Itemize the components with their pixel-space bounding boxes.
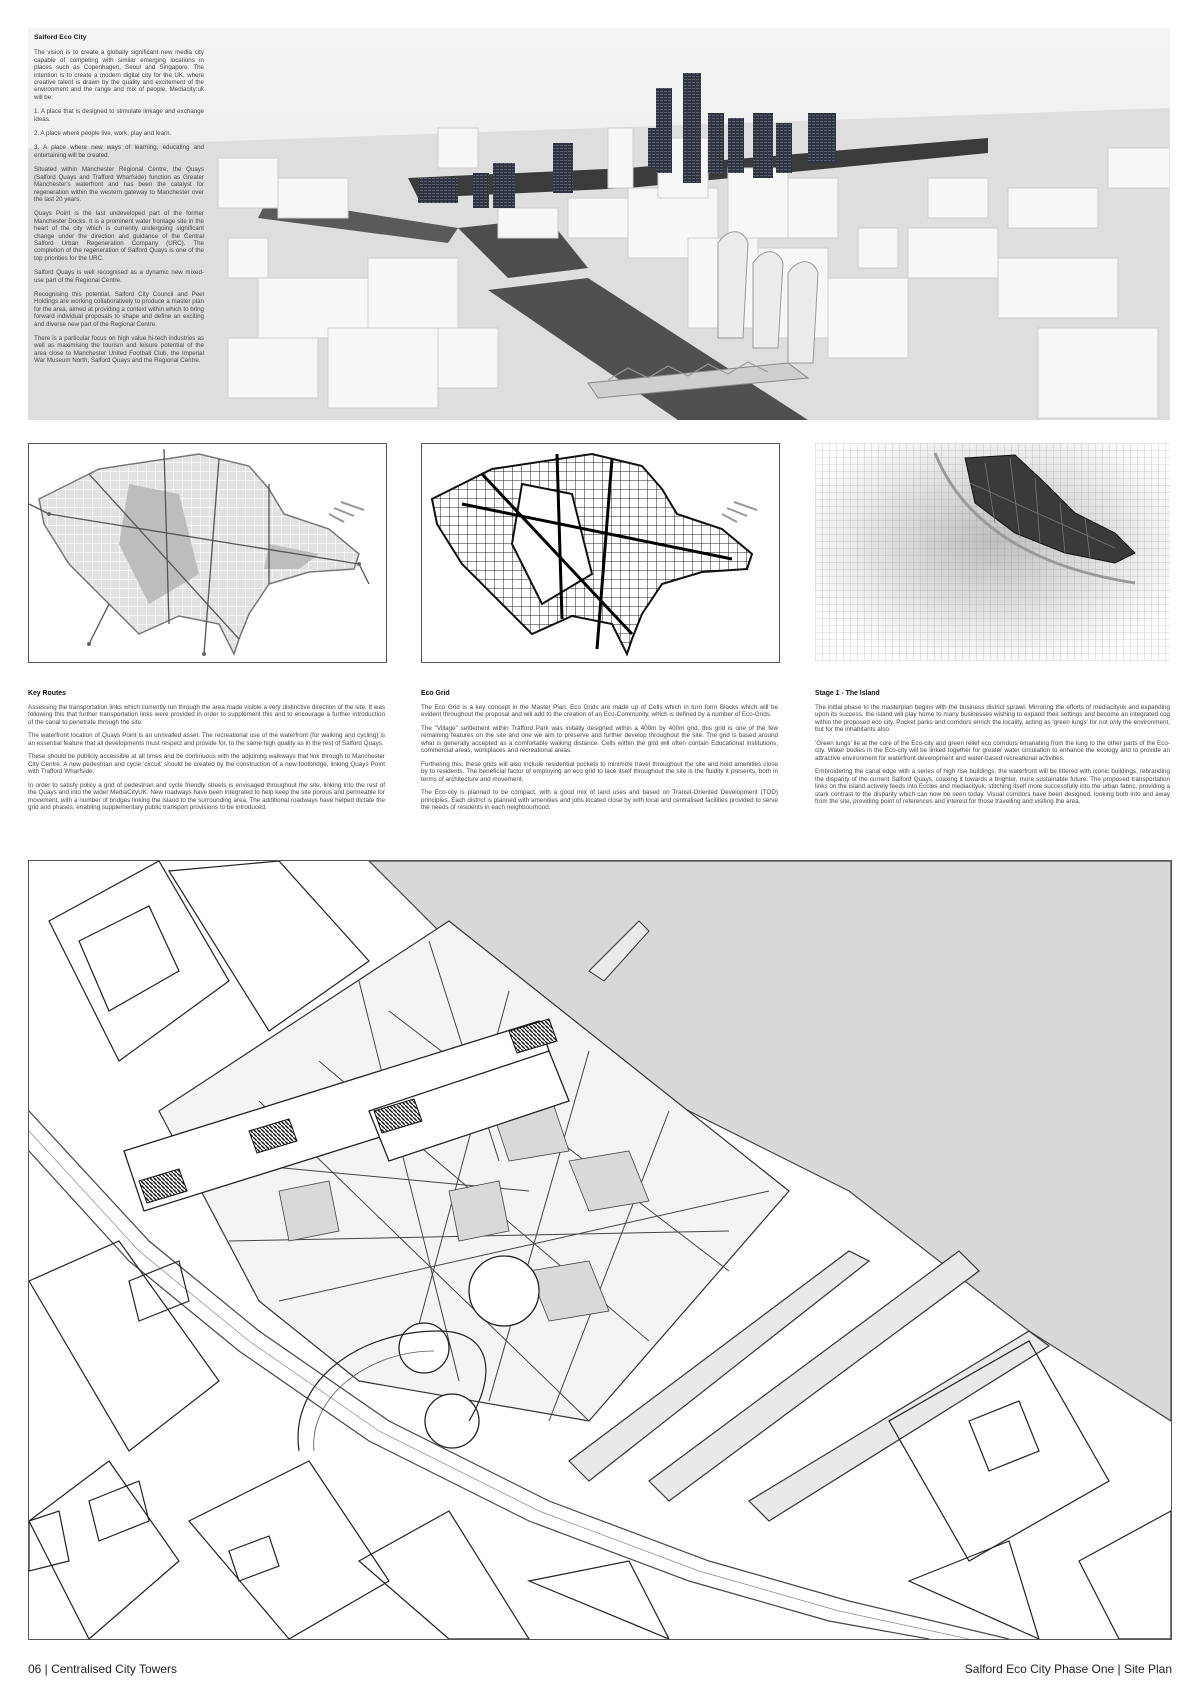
section-paragraph: 'Green lungs' lie at the core of the Eco-city and green relief eco corridors emanating from the lung to the other parts of the Eco-city. Water bodies in the Eco-city will be linked together for greater water circulation to enhance the ecology and to provide an attractive environment for waterfront development and water-based recreational activities. [815, 739, 1170, 762]
footer-page-label: 06 | Centralised City Towers [28, 1662, 177, 1676]
section-paragraph: The Eco Grid is a key concept in the Master Plan. Eco Grids are made up of Cells which in turn form Blocks which will be evident throughout the proposal and will add to the creation of an Eco-Community, which is defined by a number of Eco-Grids. [421, 703, 778, 718]
section-title: Stage 1 - The Island [815, 690, 880, 697]
section-paragraph: The waterfront location of Quays Point is an unrivalled asset. The recreational use of the waterfront (for walking and cycling) is an essential feature that all developments must respect and provide for, to the same high quality as in the rest of Salford Quays. [28, 732, 385, 747]
section-paragraph: Assessing the transportation links which currently run through the area made visible a very distinctive direction of the site. It was following this that further transportation links were provided in order to supplement this and to encourage a further introduction of the canal to penetrate through the site. [28, 703, 385, 726]
section-paragraph: Furthering this, these grids will also include residential pockets to minimize travel throughout the site and hold amenities close by to residents. The beneficial factor of employing an eco grid to lace itself throughout the site is the fluidity it presents, both in terms of architecture and movement. [421, 760, 778, 783]
intro-paragraph: Quays Point is the last undeveloped part of the former Manchester Docks. It is a prominent water frontage site in the heart of the city which is currently undergoing significant change under the direction and guidance of the Central Salford Urban Regeneration Company (URC). The completion of the regeneration of Salford Quays is one of the top priorities for the URC. [34, 210, 204, 262]
stage-one-map [815, 443, 1170, 661]
intro-paragraph: 2. A place where people live, work, play and learn. [34, 130, 172, 138]
key-routes-diagram [29, 444, 386, 662]
key-routes-map [28, 443, 387, 663]
site-plan-drawing [29, 861, 1171, 1639]
eco-grid-map [421, 443, 780, 663]
key-routes-text [28, 690, 385, 818]
section-title: Key Routes [28, 690, 66, 697]
intro-paragraph: The vision is to create a globally significant new media city capable of competing with similar emerging locations in places such as Copenhagen, Seoul and Singapore. The intention is to create a modern digital city for the UK, where creative talent is drawn by the quality and excitement of the environment and the range and mix of people. Mediacity:uk will be: [34, 49, 204, 101]
intro-paragraph: There is a particular focus on high value hi-tech industries as well as maximising the tourism and leisure potential of the area close to Manchester United Football Club, the Imperial War Museum North, Salford Quays and the Regional Centre. [34, 335, 204, 365]
intro-paragraph: 1. A place that is designed to stimulate linkage and exchange ideas. [34, 108, 204, 123]
section-paragraph: The Eco-city is planned to be compact, with a good mix of land uses and based on Transit-Oriented Development (TOD) principles. Each district is planned with amenities and jobs located close by with local and centralised facilities provided to serve the needs of residents in each neighbourhood. [421, 789, 778, 811]
stage-one-diagram [815, 443, 1170, 661]
site-plan [28, 860, 1172, 1640]
section-title: Eco Grid [421, 690, 450, 697]
section-paragraph: In order to satisfy policy a grid of pedestrian and cycle friendly streets is envisaged throughout the site, linking into the rest of the Quays and into the wider MediaCityUK. New roadways have been integrated to help keep the site porous and permeable for movement, with a number of bridges linking the island to the surrounding area. The additional roadways have helped dictate the grid and phases, enabling supplementary public transport provisions to be introduced. [28, 781, 385, 811]
footer-title: Salford Eco City Phase One | Site Plan [964, 1662, 1172, 1676]
eco-grid-diagram [422, 444, 779, 662]
stage-one-text [815, 690, 1170, 812]
intro-paragraph: Recognising this potential, Salford City Council and Peel Holdings are working collaboratively to produce a master plan for the area, aimed at providing a context within which to bring forward individual proposals to shape and define an exciting and diverse new part of the Regional Centre. [34, 290, 204, 328]
intro-paragraph: 3. A place where new ways of learning, educating and entertaining will be created. [34, 144, 204, 159]
section-paragraph: These should be publicly accessible at all times and be continuous with the adjoining walkways that link through to Manchester City Centre. A new pedestrian and cycle 'circuit' should be created by the construction of a new footbridge, linking Quays Point with Trafford Wharfside. [28, 753, 385, 775]
intro-paragraph: Situated within Manchester Regional Centre, the Quays (Salford Quays and Trafford Wharfside) function as Greater Manchester's waterfront and has been the catalyst for regeneration within the western gateway to Manchester over the last 20 years. [34, 166, 204, 203]
section-paragraph: The "Village" settlement within Trafford Park was initially designed within a 400m by 400m grid, this grid is one of the few remaining features on the site and one we aim to preserve and further develop throughout the site. The grid is based around what is generally accepted as a comfortable walking distance. Cells within the grid will often contain Educational institutions, commercial areas, workplaces and recreational areas. [421, 724, 778, 754]
intro-text [34, 34, 204, 372]
section-paragraph: The initial phase to the masterplan begins with the business district sprawl. Mirroring the efforts of mediacityuk and expanding upon its success, the island will play home to many businesses wishing to expand their settings and become an integrated cog within the proposed eco city. Pocket parks and corridors enrich the locality, acting as 'green lungs' for not only the environment, but for the inhabitants also. [815, 703, 1170, 733]
intro-title: Salford Eco City [34, 34, 87, 41]
eco-grid-text [421, 690, 778, 818]
section-paragraph: Embroidering the canal edge with a series of high rise buildings, the waterfront will be littered with iconic buildings, rebranding the disparity of the current Salford Quays, coaxing it towards a brighter, more sustainable future. The proposed transportation links on the island actively feeds into Eccles and mediacityuk, stitching itself more successfully into the urban fabric, providing a stark contrast to the disparity which can now be seen today. Visual corridors have been designed, looking both into and away from the site, providing point of references and interest for those travelling and visiting the area. [815, 768, 1170, 805]
intro-paragraph: Salford Quays is well recognised as a dynamic new mixed-use part of the Regional Centre. [34, 269, 204, 284]
